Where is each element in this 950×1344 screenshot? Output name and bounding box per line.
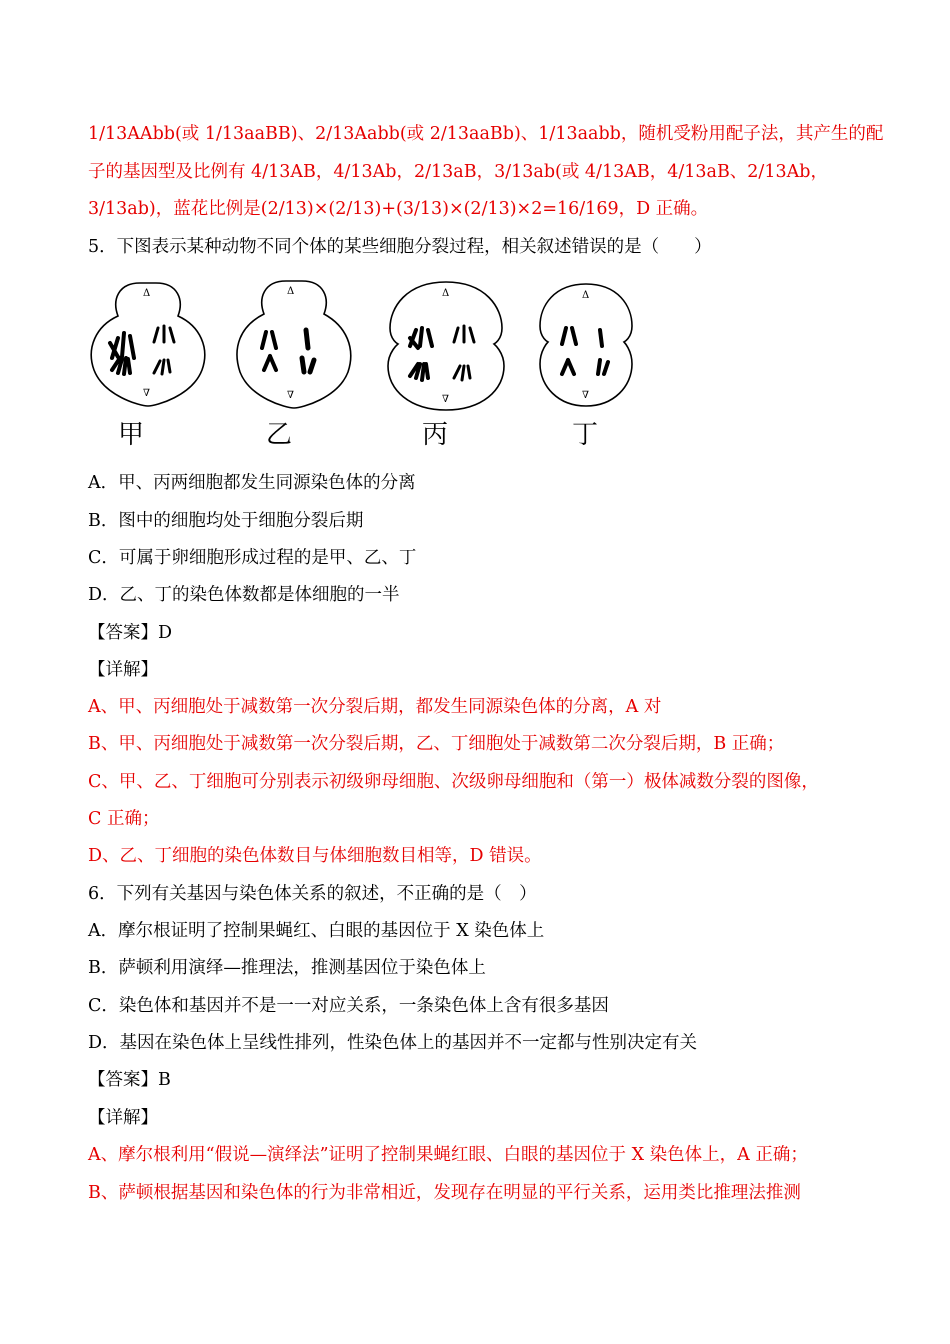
explanation-line: B、萨顿根据基因和染色体的行为非常相近，发现存在明显的平行关系，运用类比推理法推测 [88, 1183, 801, 1203]
text-line: 1/13AAbb(或 1/13aaBB)、2/13Aabb(或 2/13aaBb)、1/13aabb，随机受粉用配子法，其产生的配 [88, 124, 884, 144]
svg-text:Δ: Δ [143, 288, 151, 299]
question-6-stem: 6．下列有关基因与染色体关系的叙述，不正确的是（ ） [88, 884, 537, 904]
cell-yi [237, 281, 351, 450]
explanation-heading: 【详解】 [88, 1108, 158, 1128]
svg-text:∇: ∇ [287, 390, 294, 401]
option-a: A．甲、丙两细胞都发生同源染色体的分离 [88, 473, 416, 493]
label-ding: 丁 [572, 420, 599, 450]
option-d: D．基因在染色体上呈线性排列，性染色体上的基因并不一定都与性别决定有关 [88, 1033, 698, 1053]
option-a: A．摩尔根证明了控制果蝇红、白眼的基因位于 X 染色体上 [88, 921, 545, 941]
option-c: C．染色体和基因并不是一一对应关系，一条染色体上含有很多基因 [88, 996, 609, 1016]
explanation-line: C、甲、乙、丁细胞可分别表示初级卵母细胞、次级卵母细胞和（第一）极体减数分裂的图像， [88, 772, 819, 792]
option-b: B．萨顿利用演绎—推理法，推测基因位于染色体上 [88, 958, 486, 978]
option-b: B．图中的细胞均处于细胞分裂后期 [88, 511, 364, 531]
svg-text:∇: ∇ [442, 394, 449, 405]
explanation-line: D、乙、丁细胞的染色体数目与体细胞数目相等，D 错误。 [88, 846, 542, 866]
text-line: 子的基因型及比例有 4/13AB，4/13Ab，2/13aB，3/13ab(或 4/13AB，4/13aB、2/13Ab， [88, 162, 828, 182]
cell-ding [540, 284, 632, 450]
svg-text:Δ: Δ [442, 288, 450, 299]
explanation-line: C 正确； [88, 809, 160, 829]
option-c: C．可属于卵细胞形成过程的是甲、乙、丁 [88, 548, 417, 568]
answer-label: 【答案】D [88, 623, 173, 643]
svg-text:Δ: Δ [287, 286, 295, 297]
cell-bing [388, 282, 504, 450]
svg-text:∇: ∇ [582, 390, 589, 401]
option-d: D．乙、丁的染色体数都是体细胞的一半 [88, 585, 400, 605]
explanation-line: B、甲、丙细胞处于减数第一次分裂后期，乙、丁细胞处于减数第二次分裂后期，B 正确； [88, 734, 785, 754]
label-bing: 丙 [422, 420, 449, 450]
svg-text:Δ: Δ [582, 290, 590, 301]
label-jia: 甲 [118, 420, 145, 450]
svg-text:∇: ∇ [143, 388, 150, 399]
explanation-heading: 【详解】 [88, 660, 158, 680]
question-5-stem: 5．下图表示某种动物不同个体的某些细胞分裂过程，相关叙述错误的是（ ） [88, 237, 712, 257]
answer-label: 【答案】B [88, 1070, 171, 1090]
cell-division-figure [88, 278, 648, 453]
label-yi: 乙 [266, 420, 293, 450]
text-line: 3/13ab)，蓝花比例是(2/13)×(2/13)+(3/13)×(2/13)×2=16/169，D 正确。 [88, 199, 709, 219]
explanation-line: A、摩尔根利用“假说—演绎法”证明了控制果蝇红眼、白眼的基因位于 X 染色体上，A 正确； [88, 1145, 808, 1165]
cell-jia [91, 283, 204, 450]
explanation-line: A、甲、丙细胞处于减数第一次分裂后期，都发生同源染色体的分离，A 对 [88, 697, 662, 717]
